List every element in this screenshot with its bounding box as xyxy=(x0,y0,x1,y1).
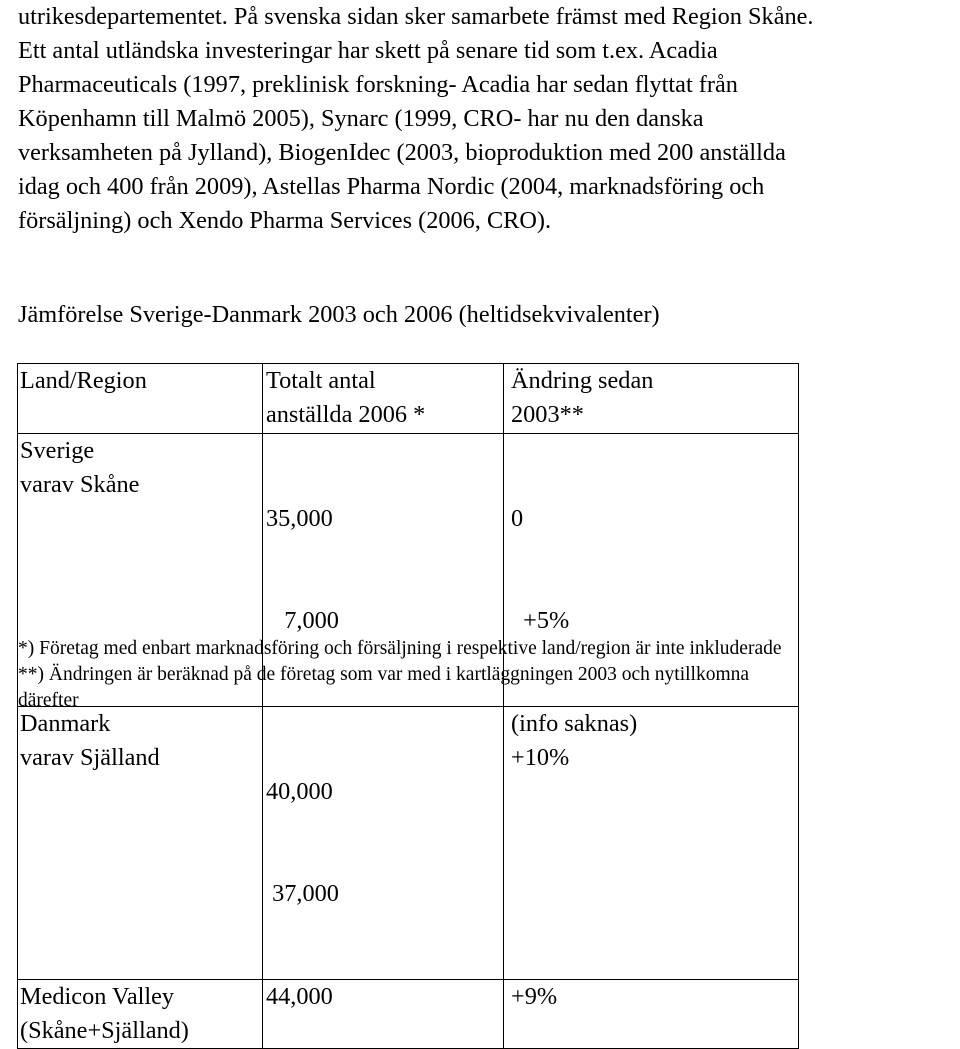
paragraph-line: verksamheten på Jylland), BiogenIdec (2003, bioproduktion med 200 anställda xyxy=(18,139,786,166)
header-cell-change xyxy=(504,364,799,434)
footnote: *) Företag med enbart marknadsföring och försäljning i respektive land/region är inte inkluderade xyxy=(18,638,782,659)
footnote: därefter xyxy=(18,690,79,711)
footnotes xyxy=(18,636,782,714)
cell-text: varav Själland xyxy=(20,744,160,771)
cell-change xyxy=(504,980,799,1049)
header-text: 2003** xyxy=(511,401,584,428)
header-cell-total xyxy=(263,364,504,434)
cell-text: 35,000 xyxy=(266,505,333,532)
table-caption: Jämförelse Sverige-Danmark 2003 och 2006 (heltidsekvivalenter) xyxy=(18,301,660,328)
header-text: anställda 2006 * xyxy=(266,401,426,428)
cell-text: (Skåne+Själland) xyxy=(20,1017,189,1044)
cell-text: +9% xyxy=(511,983,558,1010)
table-header-row xyxy=(18,364,799,434)
cell-region xyxy=(18,707,263,980)
cell-text: 0 xyxy=(511,505,524,532)
cell-text: Medicon Valley xyxy=(20,983,175,1010)
header-text: Land/Region xyxy=(20,367,147,394)
cell-total xyxy=(263,707,504,980)
cell-text: Sverige xyxy=(20,437,95,464)
cell-text: 7,000 xyxy=(266,607,339,634)
table-row xyxy=(18,707,799,980)
header-text: Totalt antal xyxy=(266,367,376,394)
paragraph-line: Köpenhamn till Malmö 2005), Synarc (1999, CRO- har nu den danska xyxy=(18,105,704,132)
paragraph-line: idag och 400 från 2009), Astellas Pharma Nordic (2004, marknadsföring och xyxy=(18,173,765,200)
cell-text: 40,000 xyxy=(266,778,333,805)
cell-text: 37,000 xyxy=(266,880,339,907)
cell-change xyxy=(504,707,799,980)
cell-text: (info saknas) xyxy=(511,710,638,737)
paragraph-line: Ett antal utländska investeringar har skett på senare tid som t.ex. Acadia xyxy=(18,37,718,64)
header-text: Ändring sedan xyxy=(511,367,654,394)
paragraph-line: Pharmaceuticals (1997, preklinisk forskning- Acadia har sedan flyttat från xyxy=(18,71,738,98)
paragraph-line: utrikesdepartementet. På svenska sidan sker samarbete främst med Region Skåne. xyxy=(18,3,814,30)
table-row xyxy=(18,980,799,1049)
cell-region xyxy=(18,980,263,1049)
footnote: **) Ändringen är beräknad på de företag som var med i kartläggningen 2003 och nytillkomna xyxy=(18,664,750,685)
paragraph-line: försäljning) och Xendo Pharma Services (2006, CRO). xyxy=(18,207,552,234)
cell-text: +10% xyxy=(511,744,570,771)
cell-text: Danmark xyxy=(20,710,111,737)
header-cell-region xyxy=(18,364,263,434)
cell-text: +5% xyxy=(511,607,570,634)
body-paragraph xyxy=(18,0,953,238)
cell-text: 44,000 xyxy=(266,983,333,1010)
cell-total xyxy=(263,980,504,1049)
cell-text: varav Skåne xyxy=(20,471,140,498)
